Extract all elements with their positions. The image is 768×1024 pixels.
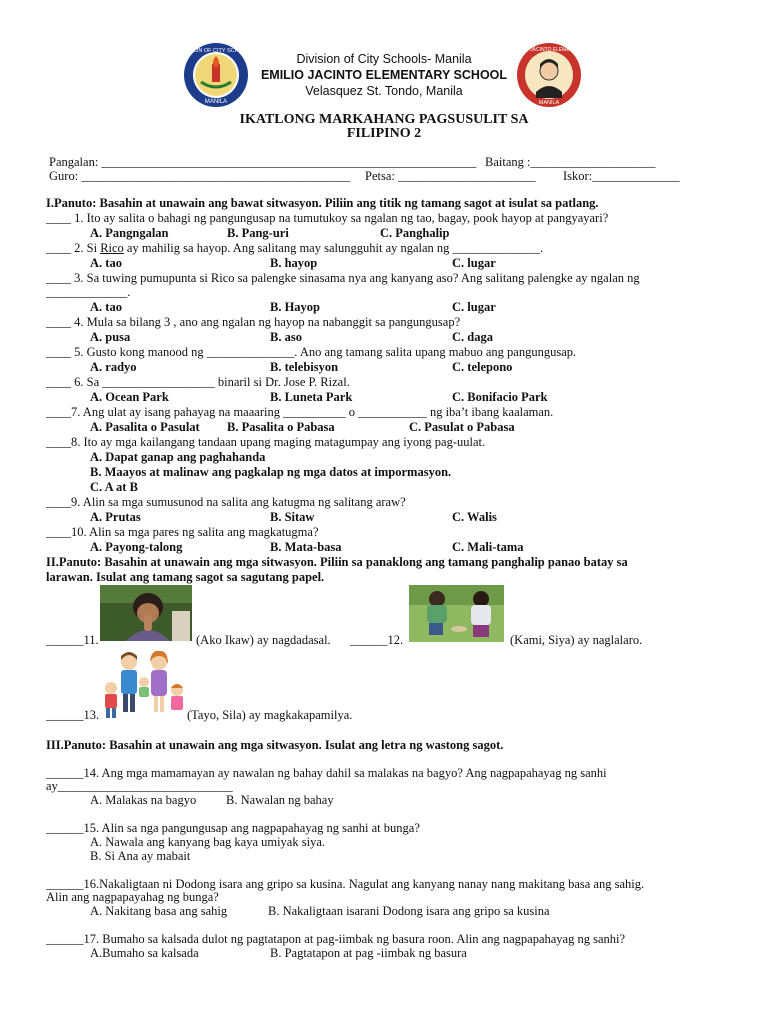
q3-option-c: C. lugar [452, 300, 496, 314]
q4-option-b: B. aso [270, 330, 302, 344]
school-name: EMILIO JACINTO ELEMENTARY SCHOOL [260, 68, 508, 82]
q1-option-b: B. Pang-uri [227, 226, 289, 240]
part3-directions: III.Panuto: Basahin at unawain ang mga sitwasyon. Isulat ang letra ng wastong sagot. [46, 738, 504, 752]
q3-option-a: A. tao [90, 300, 122, 314]
question-6: ____ 6. Sa __________________ binaril si Dr. Jose P. Rizal. [46, 375, 350, 389]
question-14: ______14. Ang mga mamamayan ay nawalan ng bahay dahil sa malakas na bagyo? Ang nagpapahayag ng sanhi [46, 766, 607, 780]
question-4: ____ 4. Mula sa bilang 3 , ano ang ngalan ng hayop na nabanggit sa pangungusap? [46, 315, 461, 329]
question-14-cont: ay____________________________ [46, 779, 233, 793]
q9-option-a: A. Prutas [90, 510, 141, 524]
exam-title-line1: IKATLONG MARKAHANG PAGSUSULIT SA [239, 112, 529, 127]
q13-number: ______13. [46, 708, 100, 722]
q6-option-b: B. Luneta Park [270, 390, 353, 404]
q7-option-c: C. Pasulat o Pabasa [409, 420, 515, 434]
svg-text:MANILA: MANILA [538, 100, 560, 106]
q16-option-b: B. Nakaligtaan isarani Dodong isara ang gripo sa kusina [268, 904, 550, 918]
question-2 [46, 241, 543, 256]
q5-option-c: C. telepono [452, 360, 513, 374]
grade-field: Baitang :____________________ [485, 155, 656, 169]
q16-option-a: A. Nakitang basa ang sahig [90, 904, 228, 918]
q3-option-b: B. Hayop [270, 300, 321, 314]
question-15: ______15. Alin sa nga pangungusap ang nagpapahayag ng sanhi at bunga? [46, 821, 420, 835]
name-field: Pangalan: ____________________________________________________________ [49, 155, 477, 169]
q1-option-c: C. Panghalip [380, 226, 450, 240]
q13-text: (Tayo, Sila) ay magkakapamilya. [187, 708, 353, 722]
q17-option-b: B. Pagtatapon at pag -iimbak ng basura [270, 946, 467, 960]
part2-directions-line1: II.Panuto: Basahin at unawain ang mga sitwasyon. Piliin sa panaklong ang tamang panghalip panao batay sa [46, 555, 628, 569]
question-8: ____8. Ito ay mga kailangang tandaan upang maging matagumpay ang iyong pag-uulat. [46, 435, 486, 449]
q2-option-c: C. lugar [452, 256, 496, 270]
svg-text:DIVISION OF CITY SCHOOLS: DIVISION OF CITY SCHOOLS [178, 48, 254, 54]
family-cartoon-image [99, 648, 185, 720]
q11-text: (Ako Ikaw) ay nagdadasal. [196, 633, 331, 647]
exam-title-line2: FILIPINO 2 [346, 126, 422, 141]
question-3-cont: _____________. [46, 285, 131, 299]
question-16-cont: Alin ang nagpapayahag ng bunga? [46, 890, 219, 904]
q15-option-a: A. Nawala ang kanyang bag kaya umiyak siya. [90, 835, 325, 849]
division-name: Division of City Schools- Manila [296, 52, 472, 66]
q11-number: ______11. [46, 633, 99, 647]
q5-option-b: B. telebisyon [270, 360, 339, 374]
question-3: ____ 3. Sa tuwing pumupunta si Rico sa palengke sinasama nya ang kanyang aso? Ang salitang palengke ay ngalan ng [46, 271, 640, 285]
date-field: Petsa: ______________________ [365, 169, 536, 183]
question-7: ____7. Ang ulat ay isang pahayag na maaaring __________ o ___________ ng iba’t ibang kaalaman. [46, 405, 554, 419]
q9-option-b: B. Sitaw [270, 510, 315, 524]
children-playing-image [409, 585, 504, 642]
school-address: Velasquez St. Tondo, Manila [305, 84, 463, 98]
q7-option-a: A. Pasalita o Pasulat [90, 420, 200, 434]
q8-option-a: A. Dapat ganap ang paghahanda [90, 450, 266, 464]
q2-underlined-word: Rico [100, 241, 124, 255]
q10-option-a: A. Payong-talong [90, 540, 183, 554]
q14-option-b: B. Nawalan ng bahay [226, 793, 334, 807]
q1-option-a: A. Pangngalan [90, 226, 169, 240]
teacher-field: Guro: ___________________________________________ [49, 169, 351, 183]
child-praying-image [100, 585, 192, 641]
svg-text:MANILA: MANILA [204, 99, 228, 105]
question-1: ____ 1. Ito ay salita o bahagi ng pangungusap na tumutukoy sa ngalan ng tao, bagay, pook hayop at pangyayari? [46, 211, 609, 225]
q7-option-b: B. Pasalita o Pabasa [227, 420, 335, 434]
q5-option-a: A. radyo [90, 360, 137, 374]
score-field: Iskor:______________ [563, 169, 680, 183]
svg-text:EMILIO JACINTO ELEMENTARY: EMILIO JACINTO ELEMENTARY [511, 47, 587, 53]
q10-option-b: B. Mata-basa [270, 540, 342, 554]
question-16: ______16.Nakaligtaan ni Dodong isara ang gripo sa kusina. Nagulat ang kanyang nanay nang makitang basa ang sahig. [46, 877, 645, 891]
q4-option-a: A. pusa [90, 330, 131, 344]
q4-option-c: C. daga [452, 330, 493, 344]
q9-option-c: C. Walis [452, 510, 497, 524]
question-5: ____ 5. Gusto kong manood ng ______________. Ano ang tamang salita upang mabuo ang pangungusap. [46, 345, 577, 359]
q17-option-a: A.Bumaho sa kalsada [90, 946, 199, 960]
q2-option-a: A. tao [90, 256, 122, 270]
q6-option-a: A. Ocean Park [90, 390, 169, 404]
q15-option-b: B. Si Ana ay mabait [90, 849, 191, 863]
q8-option-c: C. A at B [90, 480, 138, 494]
question-17: ______17. Bumaho sa kalsada dulot ng pagtatapon at pag-iimbak ng basura roon. Alin ang nagpapahayag ng sanhi? [46, 932, 626, 946]
q12-number: ______12. [350, 633, 404, 647]
q2-option-b: B. hayop [270, 256, 318, 270]
q2-text-end: ay mahilig sa hayop. Ang salitang may salungguhit ay ngalan ng ______________. [123, 241, 544, 255]
q12-text: (Kami, Siya) ay naglalaro. [510, 633, 643, 647]
part1-directions: I.Panuto: Basahin at unawain ang bawat sitwasyon. Piliin ang titik ng tamang sagot at isulat sa patlang. [46, 196, 599, 210]
q14-option-a: A. Malakas na bagyo [90, 793, 197, 807]
part2-directions-line2: larawan. Isulat ang tamang sagot sa sagutang papel. [46, 570, 325, 584]
q8-option-b: B. Maayos at malinaw ang pagkalap ng mga datos at impormasyon. [90, 465, 452, 479]
q6-option-c: C. Bonifacio Park [452, 390, 548, 404]
question-9: ____9. Alin sa mga sumusunod na salita ang katugma ng salitang araw? [46, 495, 406, 509]
question-10: ____10. Alin sa mga pares ng salita ang magkatugma? [46, 525, 319, 539]
q2-text-start: ____ 2. Si [46, 241, 101, 255]
q10-option-c: C. Mali-tama [452, 540, 524, 554]
